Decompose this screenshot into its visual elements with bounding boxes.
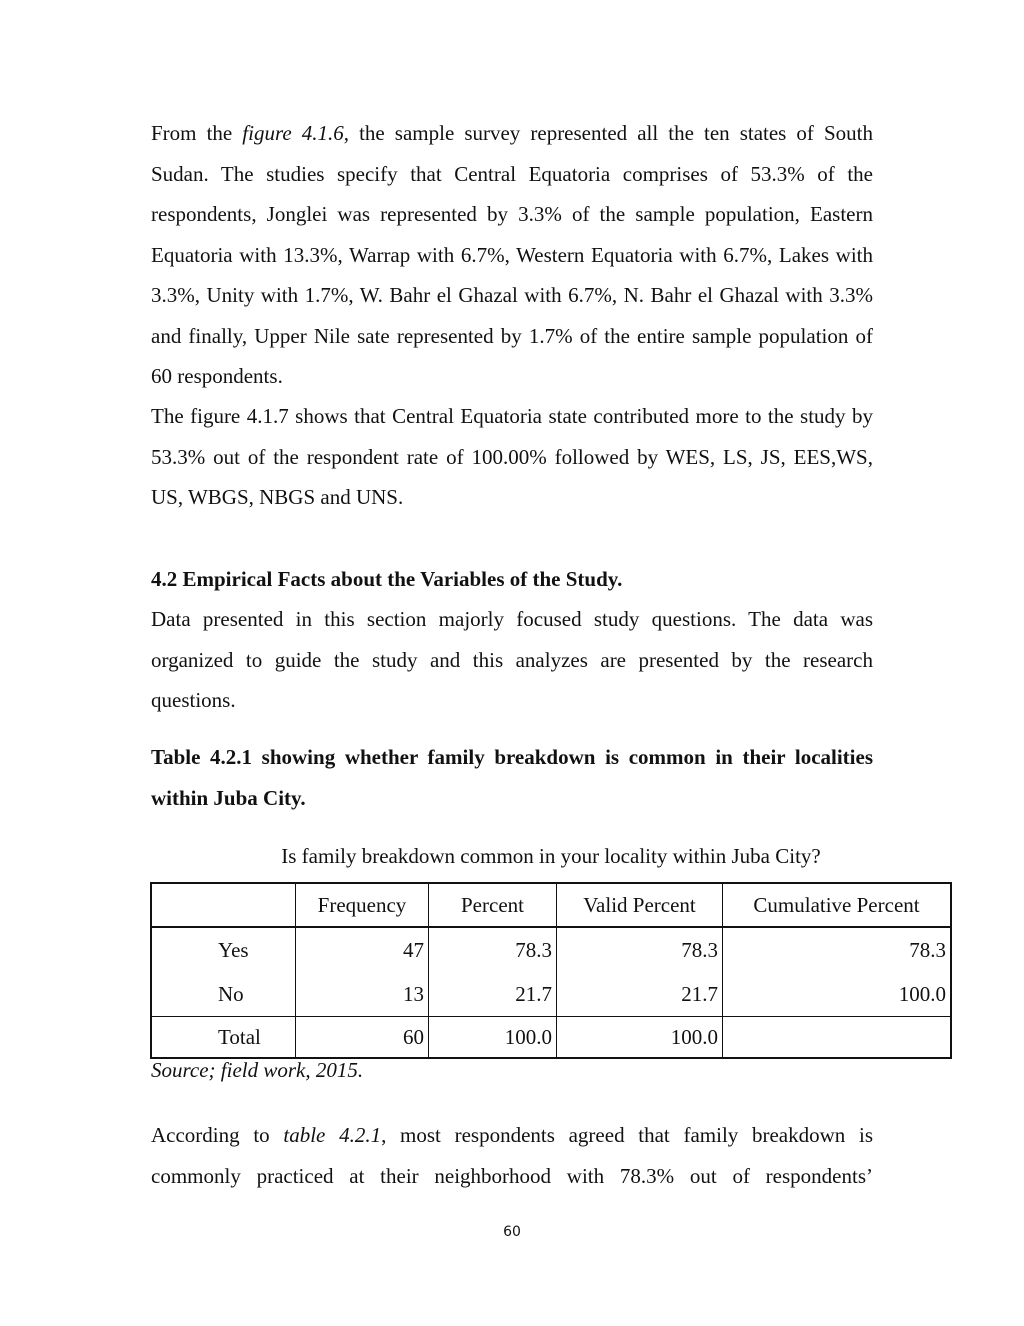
table-header-cell: Percent [429,883,557,927]
table-cell: 13 [296,972,429,1017]
table-cell: 78.3 [723,927,952,972]
table-cell: 47 [296,927,429,972]
paragraph-text-part: , most respondents agreed that family breakdown is commonly practiced at their neighborhood with 78.3% out of respondents’ [151,1123,873,1188]
row-label: Yes [151,927,296,972]
paragraph-text-part: , the sample survey represented all the ten states of South Sudan. The studies specify that Central Equatoria comprises of 53.3% of the respondents, Jonglei was represented by 3.3% of the sample population, Eastern Equatoria with 13.3%, Warrap with 6.7%, Western Equatoria with 6.7%, Lakes with 3.3%, Unity with 1.7%, W. Bahr el Ghazal with 6.7%, N. Bahr el Ghazal with 3.3% and finally, Upper Nile sate represented by 1.7% of the entire sample population of 60 respondents. [151,121,873,388]
table-cell: 21.7 [557,972,723,1017]
source-note: Source; field work, 2015. [151,1058,364,1082]
paragraph-states-representation [151,113,873,397]
table-row-total [151,1017,951,1059]
table-title: Is family breakdown common in your locality within Juba City? [281,844,821,868]
table-cell: 78.3 [429,927,557,972]
table-cell: 60 [296,1017,429,1059]
paragraph-text [151,113,873,397]
paragraph-text: Data presented in this section majorly focused study questions. The data was organized to guide the study and this analyzes are presented by the research questions. [151,607,873,712]
table-row [151,972,951,1017]
paragraph-text [151,1115,873,1196]
table-header-cell: Valid Percent [557,883,723,927]
row-label: No [151,972,296,1017]
table-row [151,927,951,972]
table-cell: 21.7 [429,972,557,1017]
frequency-table [150,882,952,1059]
table-cell: 100.0 [723,972,952,1017]
table-header-cell: Cumulative Percent [723,883,952,927]
section-heading: 4.2 Empirical Facts about the Variables of the Study. [151,567,623,591]
table-caption: Table 4.2.1 showing whether family breakdown is common in their localities within Juba City. [151,745,873,810]
paragraph-figure-4-1-7 [151,396,873,518]
paragraph-table-analysis [151,1115,873,1196]
table-cell: 78.3 [557,927,723,972]
table-header-row [151,883,951,927]
table-cell: 100.0 [429,1017,557,1059]
paragraph-text: The figure 4.1.7 shows that Central Equatoria state contributed more to the study by 53.3% out of the respondent rate of 100.00% followed by WES, LS, JS, EES,WS, US, WBGS, NBGS and UNS. [151,404,873,509]
table-cell: 100.0 [557,1017,723,1059]
paragraph-text-part: According to [151,1123,284,1147]
table-reference: table 4.2.1 [283,1123,382,1147]
paragraph-text-part: From the [151,121,243,145]
table-header-cell [151,883,296,927]
page-number: 60 [503,1224,521,1240]
figure-reference: figure 4.1.6 [242,121,344,145]
paragraph-data-presented [151,599,873,721]
row-label: Total [151,1017,296,1059]
table-cell [723,1017,952,1059]
table-header-cell: Frequency [296,883,429,927]
